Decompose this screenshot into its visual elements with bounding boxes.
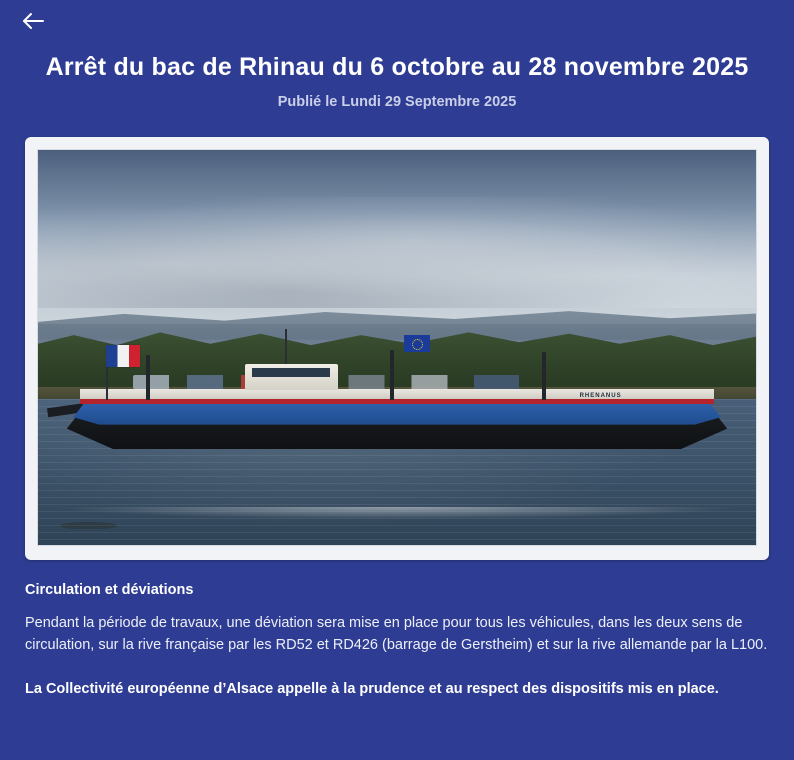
ferry-hull-blue (73, 400, 720, 424)
ferry-post-left (146, 355, 150, 400)
photo-clouds (38, 197, 756, 308)
arrow-left-icon (22, 12, 44, 30)
page-title: Arrêt du bac de Rhinau du 6 octobre au 28 novembre 2025 (45, 53, 749, 81)
ferry-post-mid (390, 350, 394, 400)
photo-rock (60, 522, 117, 529)
european-flag-icon (404, 335, 430, 352)
ferry-name-label: RHENANUS (579, 392, 622, 399)
french-flag-pole (106, 367, 108, 400)
article-image-card (25, 137, 769, 560)
section-paragraph-circulation: Pendant la période de travaux, une déviation sera mise en place pour tous les véhicules, dans les deux sens de circulation, sur la rive française par les RD52 et RD426 (barrage de Gerstheim) et sur la rive allemande par la L100. (25, 615, 768, 654)
ferry-post-right (542, 352, 546, 401)
top-nav-bar (0, 0, 794, 42)
ferry-wheelhouse (245, 364, 337, 390)
back-button[interactable] (20, 8, 46, 34)
article-callout: La Collectivité européenne d’Alsace appelle à la prudence et au respect des dispositifs mis en place. (25, 680, 719, 697)
french-flag-icon (106, 345, 140, 367)
ferry-photo (37, 149, 757, 546)
section-heading-circulation: Circulation et déviations (25, 582, 194, 598)
article-body (0, 560, 794, 697)
ferry-mast (285, 329, 287, 364)
photo-wake (52, 507, 741, 519)
ferry-vehicles (133, 375, 582, 389)
publish-date: Publié le Lundi 29 Septembre 2025 (277, 94, 517, 110)
photo-ferry (67, 367, 728, 454)
